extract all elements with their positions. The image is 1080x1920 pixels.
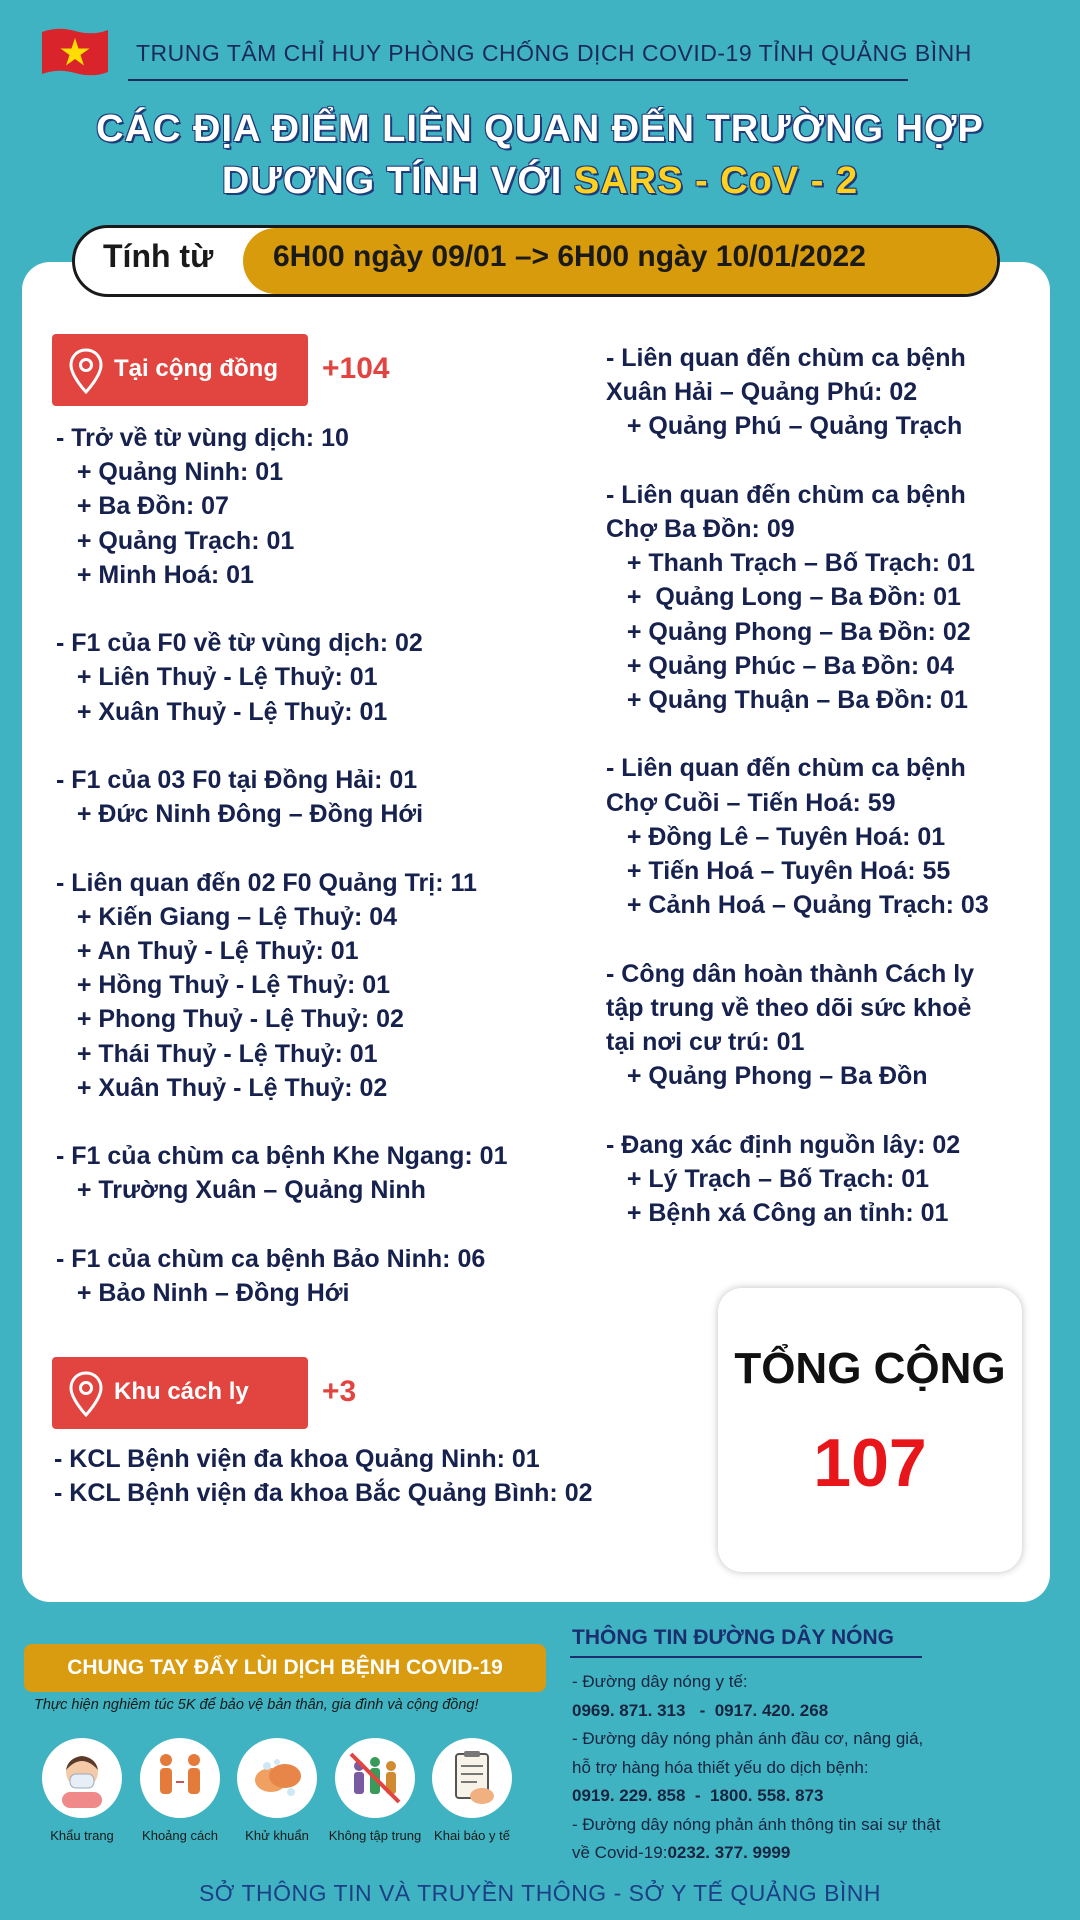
no-gathering-icon (335, 1738, 415, 1818)
mask-caption: Khẩu trang (50, 1828, 114, 1843)
list-item: + Bệnh xá Công an tỉnh: 01 (606, 1199, 949, 1228)
hotline-info (572, 1668, 940, 1868)
location-pin-icon (68, 348, 104, 394)
list-item: + Xuân Thuỷ - Lệ Thuỷ: 02 (56, 1073, 388, 1102)
list-item: + Quảng Phong – Ba Đồn: 02 (606, 617, 971, 646)
community-list-left (56, 421, 507, 1310)
hotline-medical-label: - Đường dây nóng y tế: (572, 1672, 748, 1691)
organization-name: TRUNG TÂM CHỈ HUY PHÒNG CHỐNG DỊCH COVID-19 TỈNH QUẢNG BÌNH (136, 40, 972, 66)
list-item: - Liên quan đến 02 F0 Quảng Trị: 11 (56, 868, 477, 897)
campaign-banner (24, 1644, 546, 1692)
list-item: + Quảng Trạch: 01 (56, 526, 295, 555)
total-value: 107 (813, 1425, 927, 1501)
list-item: + Trường Xuân – Quảng Ninh (56, 1176, 426, 1205)
community-list-right (606, 341, 989, 1230)
list-item: + Quảng Phúc – Ba Đồn: 04 (606, 651, 954, 680)
list-item (56, 592, 507, 626)
list-item: tại nơi cư trú: 01 (606, 1028, 805, 1057)
list-item: - Liên quan đến chùm ca bệnh (606, 344, 966, 372)
period-pill (72, 225, 1000, 297)
list-item: + Kiến Giang – Lệ Thuỷ: 04 (56, 902, 398, 931)
list-item: + Phong Thuỷ - Lệ Thuỷ: 02 (56, 1005, 404, 1034)
list-item: + Quảng Thuận – Ba Đồn: 01 (606, 686, 968, 715)
total-label: TỔNG CỘNG (734, 1344, 1006, 1393)
community-tag-label: Tại cộng đồng (114, 355, 278, 382)
list-item (606, 444, 989, 478)
no-gathering-caption: Không tập trung (328, 1828, 422, 1843)
distance-caption: Khoảng cách (142, 1828, 218, 1843)
list-item: + Xuân Thuỷ - Lệ Thuỷ: 01 (56, 697, 388, 726)
community-tag (52, 334, 308, 406)
declaration-icon (432, 1738, 512, 1818)
list-item: tập trung về theo dõi sức khoẻ (606, 993, 972, 1022)
list-item: + Cảnh Hoá – Quảng Trạch: 03 (606, 891, 989, 920)
list-item (56, 729, 507, 763)
list-item: + Bảo Ninh – Đồng Hới (56, 1279, 350, 1308)
list-item: + Hồng Thuỷ - Lệ Thuỷ: 01 (56, 971, 391, 1000)
list-item: - Liên quan đến chùm ca bệnh (606, 480, 966, 509)
list-item: Chợ Cuồi – Tiến Hoá: 59 (606, 788, 896, 817)
page-title-line2 (0, 160, 1080, 203)
list-item: Xuân Hải – Quảng Phú: 02 (606, 378, 918, 407)
list-item (606, 922, 989, 956)
hotline-divider (570, 1656, 922, 1658)
list-item: - Trở về từ vùng dịch: 10 (56, 424, 349, 452)
title-virus-name: SARS - CoV - 2 (573, 160, 859, 202)
distance-icon (140, 1738, 220, 1818)
mask-icon (42, 1738, 122, 1818)
list-item: - F1 của 03 F0 tại Đồng Hải: 01 (56, 766, 418, 795)
location-pin-icon (68, 1371, 104, 1417)
hotline-price-numbers: 0919. 229. 858 - 1800. 558. 873 (572, 1786, 824, 1805)
list-item (56, 831, 507, 865)
list-item: - Liên quan đến chùm ca bệnh (606, 754, 966, 783)
quarantine-tag (52, 1357, 308, 1429)
list-item (606, 717, 989, 751)
declaration-caption: Khai báo y tế (434, 1828, 510, 1843)
disinfect-icon (237, 1738, 317, 1818)
period-label: Tính từ (103, 238, 214, 274)
list-item: + Đồng Lê – Tuyên Hoá: 01 (606, 822, 946, 851)
list-item (606, 1093, 989, 1127)
hotline-fake-label-1: - Đường dây nóng phản ánh thông tin sai sự thật (572, 1814, 941, 1834)
list-item: + Thái Thuỷ - Lệ Thuỷ: 01 (56, 1039, 378, 1068)
hotline-price-label-2: hỗ trợ hàng hóa thiết yếu do dịch bệnh: (572, 1757, 869, 1777)
list-item: - Đang xác định nguồn lây: 02 (606, 1130, 961, 1159)
quarantine-tag-label: Khu cách ly (114, 1378, 249, 1405)
list-item (56, 1105, 507, 1139)
footer-credit: SỞ THÔNG TIN VÀ TRUYỀN THÔNG - SỞ Y TẾ QUẢNG BÌNH (198, 1880, 882, 1906)
disinfect-caption: Khử khuẩn (245, 1828, 309, 1843)
hotline-medical-numbers: 0969. 871. 313 - 0917. 420. 268 (572, 1700, 829, 1720)
list-item (56, 1208, 507, 1242)
community-count: +104 (322, 352, 390, 385)
page-title-line1: CÁC ĐỊA ĐIỂM LIÊN QUAN ĐẾN TRƯỜNG HỢP (96, 108, 984, 150)
vietnam-flag-icon (38, 26, 112, 78)
quarantine-list (54, 1442, 593, 1510)
list-item: + Liên Thuỷ - Lệ Thuỷ: 01 (56, 663, 378, 692)
list-item: - KCL Bệnh viện đa khoa Bắc Quảng Bình: 02 (54, 1479, 593, 1508)
list-item: + Thanh Trạch – Bố Trạch: 01 (606, 549, 975, 578)
list-item: + An Thuỷ - Lệ Thuỷ: 01 (56, 937, 359, 966)
hotline-title: THÔNG TIN ĐƯỜNG DÂY NÓNG (572, 1626, 894, 1649)
hotline-fake-label-2: về Covid-19: (572, 1843, 668, 1862)
title-prefix: DƯƠNG TÍNH VỚI (221, 160, 574, 202)
list-item: + Quảng Ninh: 01 (56, 458, 284, 487)
total-box (718, 1288, 1022, 1572)
list-item: + Quảng Long – Ba Đồn: 01 (606, 583, 961, 612)
hotline-price-label-1: - Đường dây nóng phản ánh đầu cơ, nâng giá, (572, 1729, 924, 1748)
list-item: + Minh Hoá: 01 (56, 560, 254, 589)
list-item: - F1 của chùm ca bệnh Bảo Ninh: 06 (56, 1244, 486, 1273)
quarantine-count: +3 (322, 1375, 357, 1408)
period-range: 6H00 ngày 09/01 –> 6H00 ngày 10/01/2022 (273, 240, 866, 273)
list-item: + Quảng Phong – Ba Đồn (606, 1062, 928, 1091)
list-item: - KCL Bệnh viện đa khoa Quảng Ninh: 01 (54, 1445, 540, 1473)
list-item: + Đức Ninh Đông – Đồng Hới (56, 800, 424, 829)
list-item: + Tiến Hoá – Tuyên Hoá: 55 (606, 857, 951, 886)
list-item: - Công dân hoàn thành Cách ly (606, 959, 975, 988)
list-item: - F1 của F0 về từ vùng dịch: 02 (56, 629, 423, 658)
list-item: Chợ Ba Đồn: 09 (606, 515, 795, 544)
list-item: + Lý Trạch – Bố Trạch: 01 (606, 1164, 930, 1193)
campaign-slogan: Thực hiện nghiêm túc 5K để bảo vệ bản thân, gia đình và cộng đồng! (34, 1697, 479, 1713)
period-range-box (243, 228, 997, 294)
campaign-banner-text: CHUNG TAY ĐẨY LÙI DỊCH BỆNH COVID-19 (67, 1656, 503, 1679)
hotline-fake-number: 0232. 377. 9999 (667, 1843, 791, 1862)
header-divider (128, 79, 908, 81)
list-item: - F1 của chùm ca bệnh Khe Ngang: 01 (56, 1142, 508, 1171)
list-item: + Ba Đồn: 07 (56, 492, 229, 521)
list-item: + Quảng Phú – Quảng Trạch (606, 412, 963, 441)
